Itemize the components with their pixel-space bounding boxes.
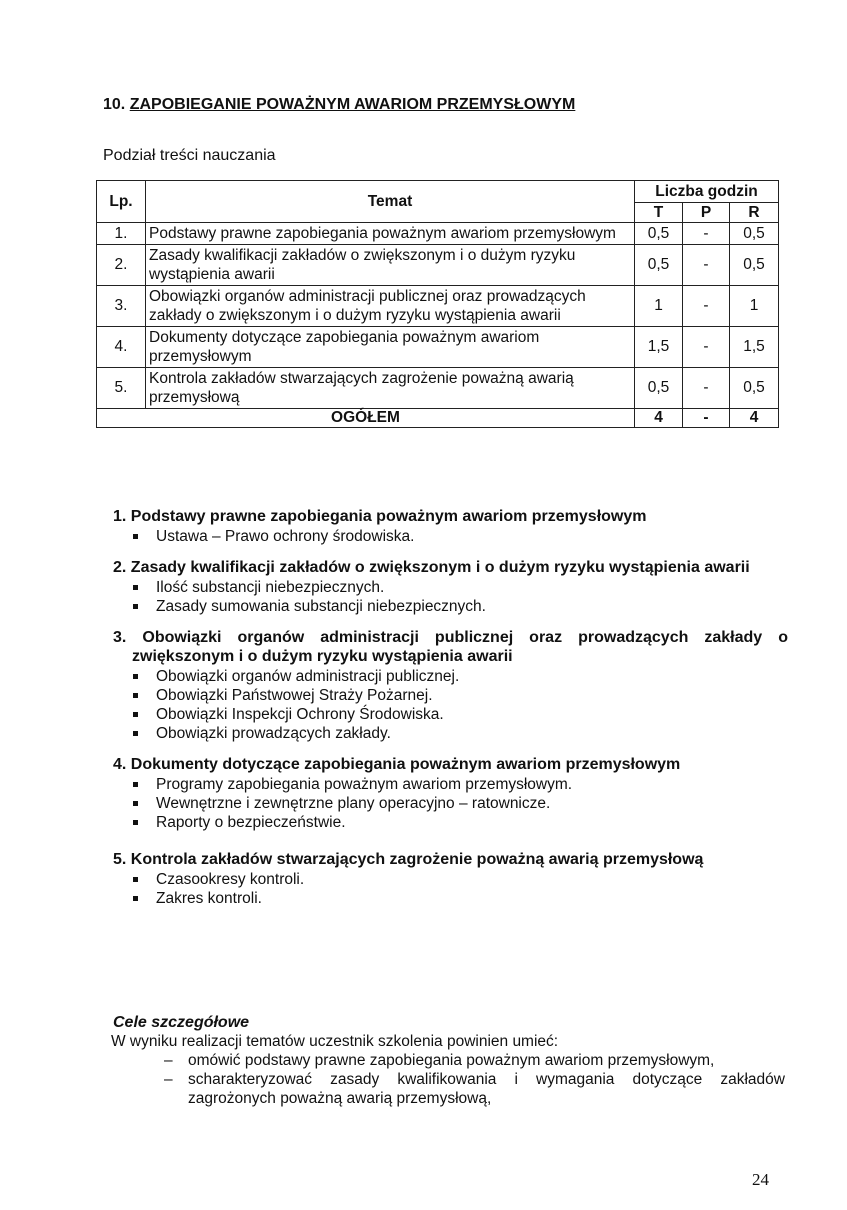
topic-section-title: 1. Podstawy prawne zapobiegania poważnym awariom przemysłowym — [113, 508, 647, 525]
row-r: 1,5 — [730, 327, 779, 368]
dash-icon: – — [164, 1052, 173, 1069]
row-topic: Obowiązki organów administracji publicznej oraz prowadzących zakłady o zwiększonym i o dużym ryzyku wystąpienia awarii — [146, 286, 635, 327]
list-item-text: Obowiązki Państwowej Straży Pożarnej. — [156, 687, 433, 704]
topic-section-title: 5. Kontrola zakładów stwarzających zagrożenie poważną awarią przemysłową — [113, 851, 704, 868]
list-item — [113, 1070, 785, 1108]
list-item-text: Zasady sumowania substancji niebezpiecznych. — [156, 598, 486, 615]
header-t: T — [635, 203, 683, 223]
topic-item-list — [113, 527, 788, 546]
table-row — [97, 245, 779, 286]
row-topic: Kontrola zakładów stwarzających zagrożenie poważną awarią przemysłową — [146, 368, 635, 409]
header-topic: Temat — [146, 181, 635, 223]
table-row — [97, 286, 779, 327]
row-topic: Dokumenty dotyczące zapobiegania poważnym awariom przemysłowym — [146, 327, 635, 368]
bullet-icon — [133, 896, 138, 901]
list-item — [113, 667, 788, 686]
row-lp: 4. — [97, 327, 146, 368]
row-t: 1,5 — [635, 327, 683, 368]
row-r: 0,5 — [730, 223, 779, 245]
row-lp: 5. — [97, 368, 146, 409]
topic-section-title: 4. Dokumenty dotyczące zapobiegania poważnym awariom przemysłowym — [113, 756, 681, 773]
row-r: 1 — [730, 286, 779, 327]
list-item — [113, 775, 788, 794]
list-item-text: Ustawa – Prawo ochrony środowiska. — [156, 528, 415, 545]
topic-sections — [113, 507, 788, 920]
bullet-icon — [133, 674, 138, 679]
row-topic: Zasady kwalifikacji zakładów o zwiększonym i o dużym ryzyku wystąpienia awarii — [146, 245, 635, 286]
table-row — [97, 223, 779, 245]
total-p: - — [683, 409, 730, 428]
list-item — [113, 705, 788, 724]
list-item-text: Wewnętrzne i zewnętrzne plany operacyjno – ratownicze. — [156, 795, 551, 812]
objectives-list — [113, 1051, 785, 1108]
row-lp: 3. — [97, 286, 146, 327]
total-t: 4 — [635, 409, 683, 428]
header-r: R — [730, 203, 779, 223]
bullet-icon — [133, 585, 138, 590]
list-item-text: Zakres kontroli. — [156, 890, 262, 907]
bullet-icon — [133, 693, 138, 698]
list-item — [113, 1051, 785, 1070]
header-hours: Liczba godzin — [635, 181, 779, 203]
row-r: 0,5 — [730, 368, 779, 409]
list-item-text: Czasookresy kontroli. — [156, 871, 305, 888]
row-lp: 2. — [97, 245, 146, 286]
page-number: 24 — [752, 1170, 769, 1189]
topic-section — [113, 755, 788, 832]
topic-section — [113, 558, 788, 616]
topic-section-title: 3. Obowiązki organów administracji publicznej oraz prowadzących zakłady o zwiększonym i o dużym ryzyku wystąpienia awarii — [113, 629, 788, 665]
bullet-icon — [133, 712, 138, 717]
bullet-icon — [133, 820, 138, 825]
list-item — [113, 724, 788, 743]
objective-text: scharakteryzować zasady kwalifikowania i wymagania dotyczące zakładów zagrożonych poważną awarią przemysłową, — [188, 1071, 785, 1107]
topic-item-list — [113, 578, 788, 616]
list-item-text: Programy zapobiegania poważnym awariom przemysłowym. — [156, 776, 573, 793]
list-item-text: Obowiązki Inspekcji Ochrony Środowiska. — [156, 706, 444, 723]
topic-section — [113, 507, 788, 546]
list-item — [113, 527, 788, 546]
objective-text: omówić podstawy prawne zapobiegania poważnym awariom przemysłowym, — [188, 1052, 715, 1069]
list-item-text: Raporty o bezpieczeństwie. — [156, 814, 346, 831]
bullet-icon — [133, 877, 138, 882]
topic-section — [113, 850, 788, 908]
section-number: 10. — [103, 96, 126, 113]
topic-item-list — [113, 667, 788, 743]
bullet-icon — [133, 801, 138, 806]
section-heading — [103, 96, 575, 114]
dash-icon: – — [164, 1071, 173, 1088]
header-p: P — [683, 203, 730, 223]
list-item — [113, 889, 788, 908]
list-item-text: Ilość substancji niebezpiecznych. — [156, 579, 385, 596]
row-t: 1 — [635, 286, 683, 327]
topic-section — [113, 628, 788, 743]
table-row — [97, 368, 779, 409]
list-item — [113, 813, 788, 832]
hours-table — [96, 180, 779, 428]
row-t: 0,5 — [635, 245, 683, 286]
row-p: - — [683, 223, 730, 245]
bullet-icon — [133, 782, 138, 787]
list-item-text: Obowiązki organów administracji publicznej. — [156, 668, 460, 685]
bullet-icon — [133, 604, 138, 609]
list-item — [113, 578, 788, 597]
total-label: OGÓŁEM — [97, 409, 635, 428]
content-subtitle: Podział treści nauczania — [103, 147, 276, 164]
list-item-text: Obowiązki prowadzących zakłady. — [156, 725, 391, 742]
list-item — [113, 870, 788, 889]
row-r: 0,5 — [730, 245, 779, 286]
topic-item-list — [113, 870, 788, 908]
row-p: - — [683, 368, 730, 409]
row-p: - — [683, 327, 730, 368]
objectives-heading: Cele szczegółowe — [113, 1014, 250, 1031]
bullet-icon — [133, 534, 138, 539]
header-lp: Lp. — [97, 181, 146, 223]
row-p: - — [683, 245, 730, 286]
objectives-section — [113, 1013, 785, 1108]
bullet-icon — [133, 731, 138, 736]
topic-section-title: 2. Zasady kwalifikacji zakładów o zwiększonym i o dużym ryzyku wystąpienia awarii — [113, 559, 750, 576]
row-topic: Podstawy prawne zapobiegania poważnym awariom przemysłowym — [146, 223, 635, 245]
row-p: - — [683, 286, 730, 327]
table-total-row — [97, 409, 779, 428]
section-title: ZAPOBIEGANIE POWAŻNYM AWARIOM PRZEMYSŁOWYM — [129, 96, 576, 113]
total-r: 4 — [730, 409, 779, 428]
list-item — [113, 686, 788, 705]
table-row — [97, 327, 779, 368]
list-item — [113, 794, 788, 813]
objectives-intro: W wyniku realizacji tematów uczestnik szkolenia powinien umieć: — [111, 1033, 559, 1050]
row-t: 0,5 — [635, 368, 683, 409]
topic-item-list — [113, 775, 788, 832]
row-t: 0,5 — [635, 223, 683, 245]
row-lp: 1. — [97, 223, 146, 245]
list-item — [113, 597, 788, 616]
